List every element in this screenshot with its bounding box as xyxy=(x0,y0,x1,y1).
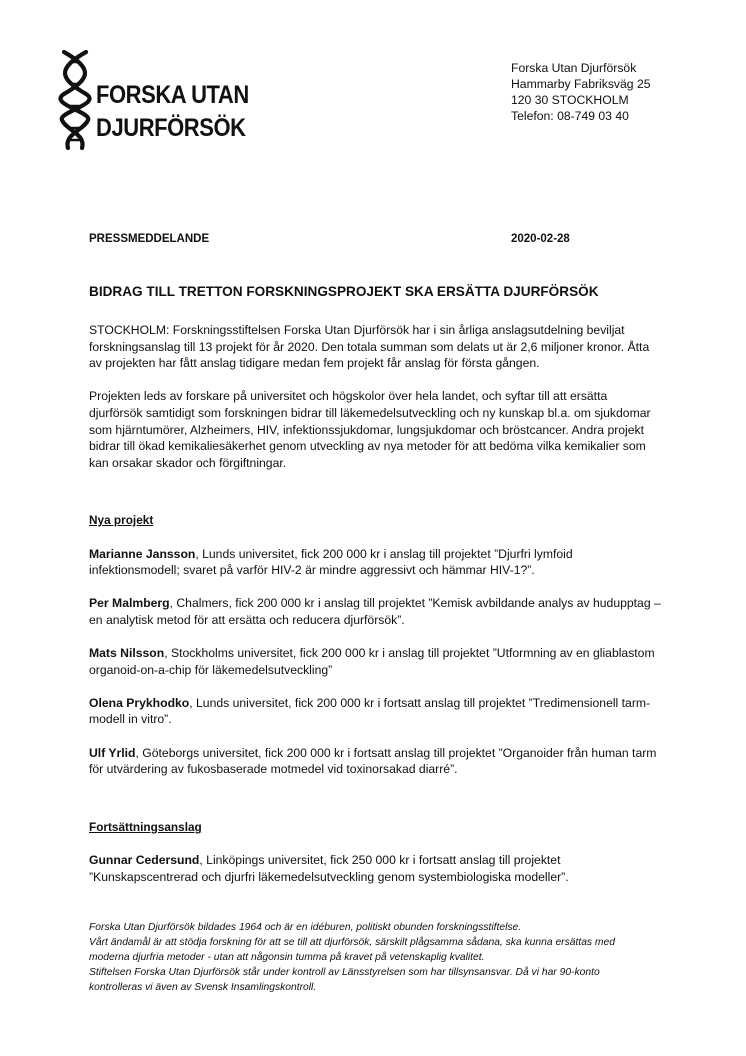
address-street: Hammarby Fabriksväg 25 xyxy=(511,77,651,91)
document-type: PRESSMEDDELANDE xyxy=(89,233,210,245)
project-entry xyxy=(89,595,664,628)
body-content xyxy=(89,322,664,885)
project-entry xyxy=(89,546,664,579)
project-description: , Linköpings universitet, fick 250 000 kr i fortsatt anslag till projektet ”Kunskapscentrerad och djurfri läkemedelsutveckling genom systembiologiska modeller”. xyxy=(89,853,569,884)
dna-helix-icon xyxy=(58,50,94,150)
intro-paragraph-2: Projekten leds av forskare på universitet och högskolor över hela landet, och syftar till att ersätta djurförsök samtidigt som forskningen bidrar till läkemedelsutveckling och ny kunskap bl.a. om sjukdomar som hjärntumörer, Alzheimers, HIV, infektionssjukdomar, lungsjukdomar och bröstcancer. Andra projekt bidrar till ökad kemikaliesäkerhet genom utveckling av nya metoder för att bedöma vilka kemikalier som kan orsakar skador och förgiftningar. xyxy=(89,389,651,470)
researcher-name: Per Malmberg xyxy=(89,596,170,611)
project-entry xyxy=(89,745,664,778)
project-description: , Lunds universitet, fick 200 000 kr i fortsatt anslag till projektet ”Tredimensionell tarm-modell in vitro”. xyxy=(89,695,651,727)
project-description: , Lunds universitet, fick 200 000 kr i anslag till projektet ”Djurfri lymfoid infektionsmodell; svaret på varför HIV-2 är mindre aggressivt och hämmar HIV-1?”. xyxy=(89,546,573,578)
project-entry xyxy=(89,695,664,728)
footer-line-2: Vårt ändamål är att stödja forskning för att se till att djurförsök, särskilt plågsamma sådana, ska kunna ersättas med moderna djurfria metoder - utan att någonsin tumma på kravet på vetenskaplig kvalitet. xyxy=(89,937,615,963)
logo-text-line1: FORSKA UTAN xyxy=(96,81,249,109)
researcher-name: Gunnar Cedersund xyxy=(89,853,200,868)
address-phone: Telefon: 08-749 03 40 xyxy=(511,109,629,123)
logo xyxy=(58,50,258,150)
address-name: Forska Utan Djurförsök xyxy=(511,61,637,75)
project-entry xyxy=(89,852,664,885)
project-description: , Chalmers, fick 200 000 kr i anslag till projektet ”Kemisk avbildande analys av hudupptag – en analytisk metod för att ersätta och reducera djurförsök”. xyxy=(89,596,661,627)
sender-address xyxy=(511,60,651,124)
footer-line-3: Stiftelsen Forska Utan Djurförsök står under kontroll av Länsstyrelsen som har tillsynsansvar. Då vi har 90-konto kontrolleras vi även av Svensk Insamlingskontroll. xyxy=(89,967,600,993)
researcher-name: Mats Nilsson xyxy=(89,646,165,661)
project-description: , Göteborgs universitet, fick 200 000 kr i fortsatt anslag till projektet ”Organoider från human tarm för utvärdering av fukosbaserade motmedel vid toxinorsakad diarré”. xyxy=(89,745,657,777)
intro-paragraph-1: STOCKHOLM: Forskningsstiftelsen Forska Utan Djurförsök har i sin årliga anslagsutdelning beviljat forskningsanslag till 13 projekt för år 2020. Den totala summan som delats ut är 2,6 miljoner kronor. Åtta av projekten har fått anslag tidigare medan fem projekt får anslag för första gången. xyxy=(89,323,650,371)
footer-note xyxy=(89,920,649,995)
researcher-name: Ulf Yrlid xyxy=(89,745,136,760)
researcher-name: Marianne Jansson xyxy=(89,546,196,561)
section-heading-continuation: Fortsättningsanslag xyxy=(89,819,202,834)
address-city: 120 30 STOCKHOLM xyxy=(511,93,629,107)
document-date: 2020-02-28 xyxy=(511,233,570,245)
headline: BIDRAG TILL TRETTON FORSKNINGSPROJEKT SKA ERSÄTTA DJURFÖRSÖK xyxy=(89,284,599,299)
section-heading-new-projects: Nya projekt xyxy=(89,513,154,528)
logo-text-line2: DJURFÖRSÖK xyxy=(96,114,246,142)
project-entry xyxy=(89,645,664,678)
footer-line-1: Forska Utan Djurförsök bildades 1964 och är en idéburen, politiskt obunden forskningsstiftelse. xyxy=(89,922,522,933)
project-description: , Stockholms universitet, fick 200 000 kr i anslag till projektet ”Utformning av en gliablastom organoid-on-a-chip för läkemedelsutveckling” xyxy=(89,646,655,677)
researcher-name: Olena Prykhodko xyxy=(89,695,190,710)
